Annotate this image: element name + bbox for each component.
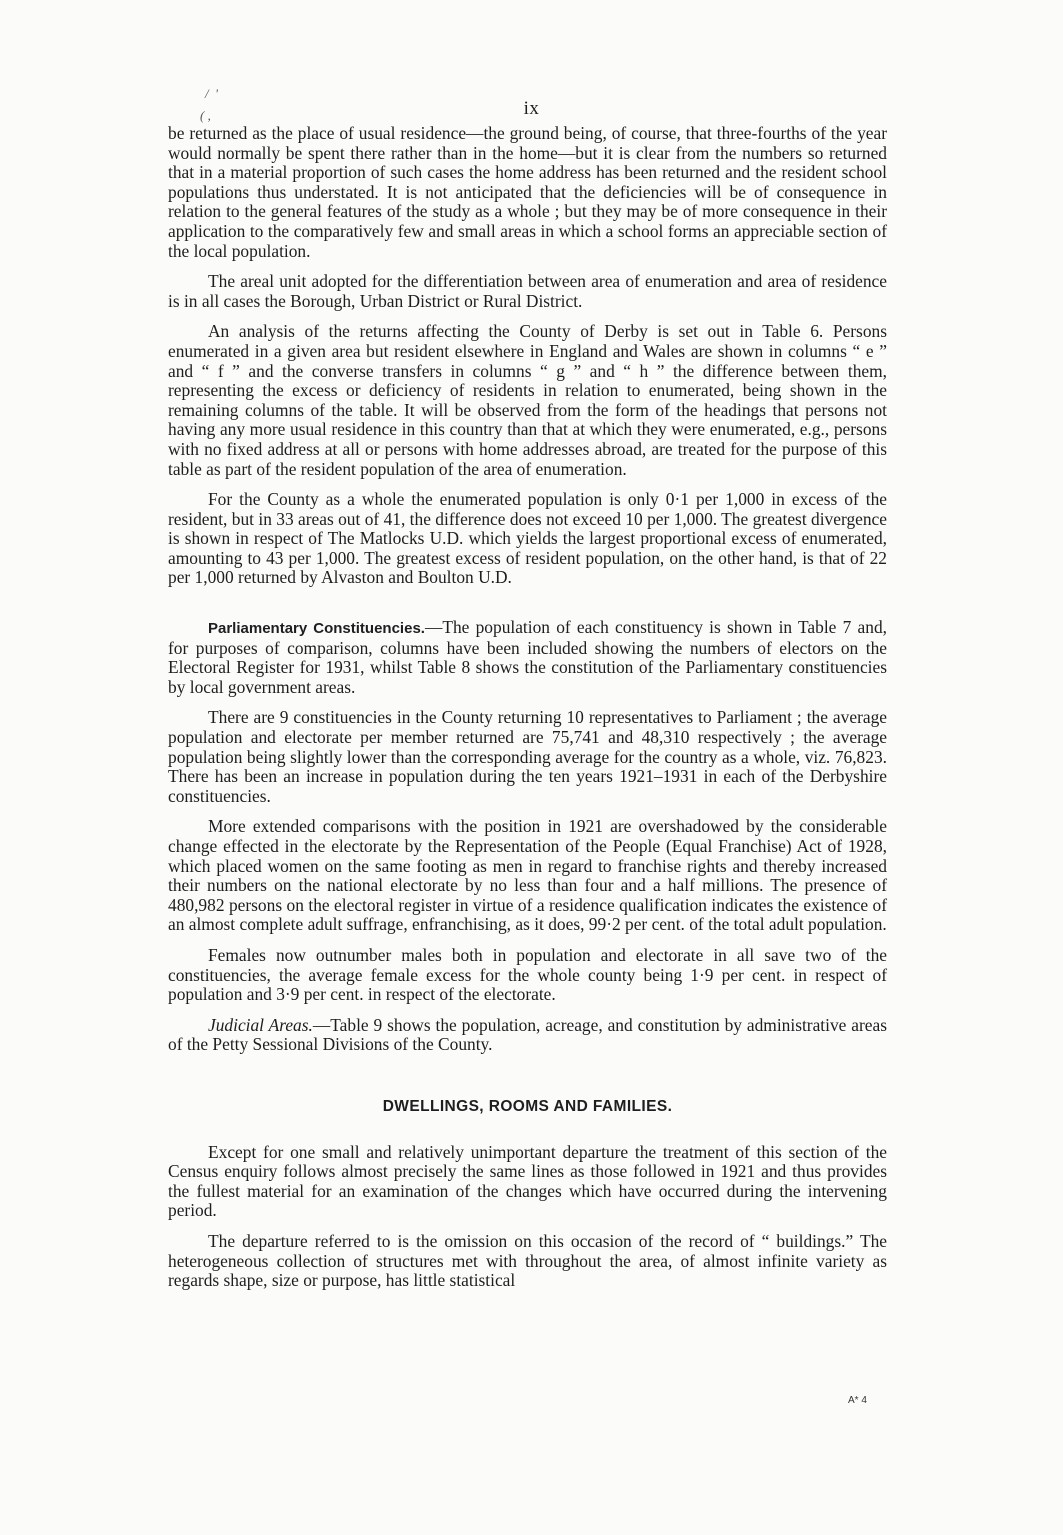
- paragraph-constituencies: There are 9 constituencies in the County returning 10 representatives to Parliament ; the average population and electorate per member returned are 75,741 and 48,310 respectively ; the average population being slightly lower than the corresponding average for the country as a whole, viz. 76,823. There has been an increase in population during the ten years 1921–1931 in each of the Derbyshire constituencies.: [168, 707, 887, 806]
- paragraph-areal-unit: The areal unit adopted for the differentiation between area of enumeration and area of residence is in all cases the Borough, Urban District or Rural District.: [168, 271, 887, 311]
- section-heading-dwellings: DWELLINGS, ROOMS AND FAMILIES.: [382, 1097, 673, 1115]
- paragraph-table-6: An analysis of the returns affecting the County of Derby is set out in Table 6. Persons enumerated in a given area but resident elsewhere in England and Wales are shown in columns “ e ” and “ f ” and the converse transfers in columns “ g ” and “ h ” the difference between them, representing the excess or deficiency of residents in relation to enumerated, being shown in the remaining columns of the table. It will be observed from the form of the headings that persons not having any more usual residence in this country than that at which they were enumerated, e.g., persons with no fixed address at all or persons with home addresses abroad, are treated for the purpose of this table as part of the resident population of the area of enumeration.: [168, 321, 887, 479]
- page-number: ix: [523, 98, 540, 119]
- continuation-paragraph: be returned as the place of usual residence—the ground being, of course, that three-fourths of the year would normally be spent there rather than in the home—but it is clear from the numbers so returned that in a material proportion of such cases the home address has been returned and the resident school populations thus understated. It is not anticipated that the deficiencies will be of consequence in relation to the general features of the study as a whole ; but they may be of more consequence in their application to the comparatively few and small areas in which a school forms an appreciable section of the local population.: [168, 123, 887, 261]
- printer-signature-mark: A* 4: [848, 1395, 867, 1406]
- paragraph-buildings: The departure referred to is the omission on this occasion of the record of “ buildings.” The heterogeneous collection of structures met with throughout the area, of almost infinite variety as regards shape, size or purpose, has little statistical: [168, 1230, 887, 1291]
- paragraph-county-excess: For the County as a whole the enumerated population is only 0·1 per 1,000 in excess of the resident, but in 33 areas out of 41, the difference does not exceed 10 per 1,000. The greatest divergence is shown in respect of The Matlocks U.D. which yields the largest proportional excess of enumerated, amounting to 43 per 1,000. The greatest excess of resident population, on the other hand, is that of 22 per 1,000 returned by Alvaston and Boulton U.D.: [168, 489, 887, 588]
- body-text: [168, 124, 887, 1302]
- judicial-heading: Judicial Areas.: [208, 1014, 313, 1035]
- parliamentary-heading: Parliamentary Constituencies.: [208, 620, 425, 638]
- margin-pencil-mark: / ': [205, 86, 218, 101]
- paragraph-dwellings-intro: Except for one small and relatively unimportant departure the treatment of this section of the Census enquiry follows almost precisely the same lines as those followed in 1921 and thus provides the fullest material for an examination of the changes which have occurred during the intervening period.: [168, 1141, 887, 1221]
- margin-pencil-mark: ( ,: [200, 108, 211, 123]
- judicial-text: —Table 9 shows the population, acreage, and constitution by administrative areas of the Petty Sessional Divisions of the County.: [168, 1014, 887, 1055]
- paragraph-females: Females now outnumber males both in population and electorate in all save two of the constituencies, the average female excess for the whole county being 1·9 per cent. in respect of population and 3·9 per cent. in respect of the electorate.: [168, 944, 887, 1005]
- parliamentary-text: —The population of each constituency is shown in Table 7 and, for purposes of comparison, columns have been included showing the numbers of electors on the Electoral Register for 1931, whilst Table 8 shows the constitution of the Parliamentary constituencies by local government areas.: [168, 617, 887, 697]
- paragraph-judicial: [168, 1016, 887, 1055]
- paragraph-franchise: More extended comparisons with the position in 1921 are overshadowed by the considerable change effected in the electorate by the Representation of the People (Equal Franchise) Act of 1928, which placed women on the same footing as men in regard to franchise rights and thereby increased their numbers on the national electorate by no less than four and a half millions. The presence of 480,982 persons on the electoral register in virtue of a residence qualification indicates the existence of an almost complete adult suffrage, enfranchising, as it does, 99·2 per cent. of the total adult population.: [168, 816, 887, 935]
- paragraph-parliamentary: [168, 618, 887, 697]
